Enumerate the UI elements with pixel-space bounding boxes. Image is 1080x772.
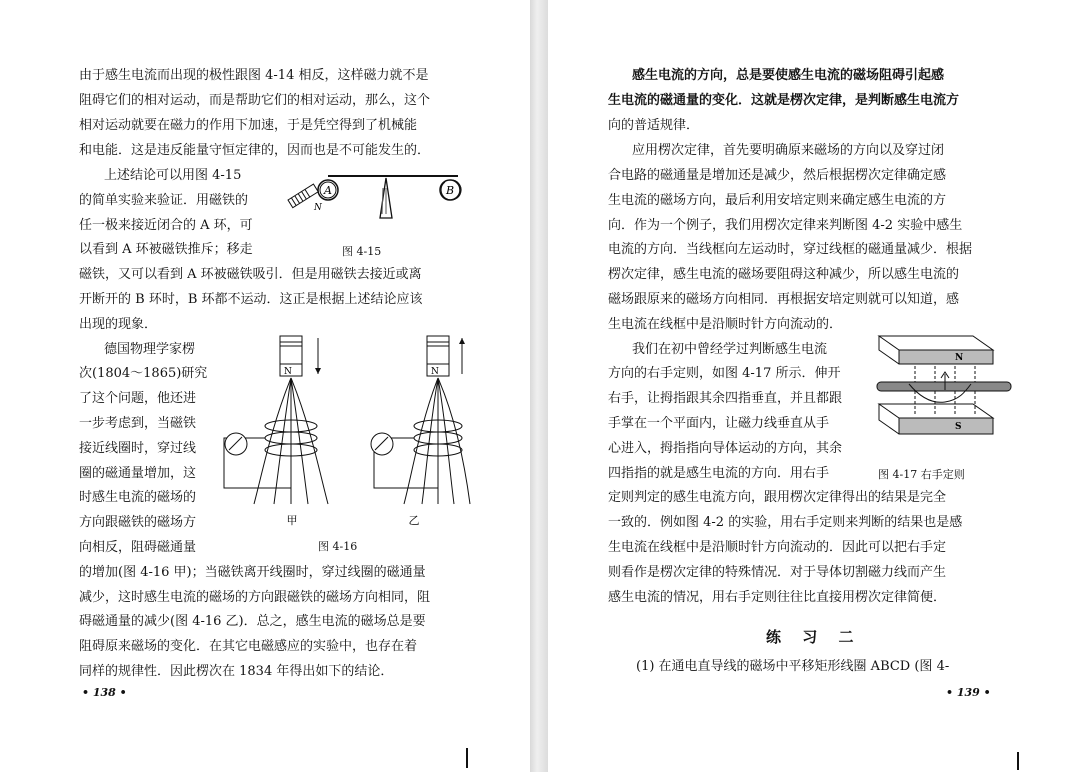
text-line: 生电流在线框中是沿顺时针方向流动的．因此可以把右手定: [608, 540, 947, 555]
text-line: 以看到 A 环被磁铁推斥；移走: [79, 242, 253, 257]
text-line: 了这个问题，他还进: [79, 391, 197, 406]
text-line: 的简单实验来验证．用磁铁的: [79, 193, 249, 208]
page-number: • 138 •: [82, 686, 127, 699]
text-line: 方向跟磁铁的磁场方: [79, 515, 197, 530]
text-line: 任一极来接近闭合的 A 环，可: [79, 218, 253, 233]
text-line: 楞次定律，感生电流的磁场要阻碍这种减少，所以感生电流的: [608, 267, 960, 282]
text-line: 的增加(图 4-16 甲)；当磁铁离开线圈时，穿过线圈的磁通量: [79, 565, 426, 580]
label-yi: 乙: [408, 514, 420, 527]
figure-4-15: [282, 166, 472, 246]
label-n: N: [314, 203, 322, 213]
text-line: 一步考虑到，当磁铁: [79, 416, 197, 431]
exercise-line: (1) 在通电直导线的磁场中平移矩形线圈 ABCD (图 4-: [636, 659, 950, 674]
text-cursor: [1017, 752, 1019, 770]
text-line: 接近线圈时，穿过线: [79, 441, 197, 456]
figure-4-16-yi: [371, 336, 470, 527]
text-line: 定则判定的感生电流方向，跟用楞次定律得出的结果是完全: [608, 490, 947, 505]
text-line: 一致的．例如图 4-2 的实验，用右手定则来判断的结果也是感: [608, 515, 963, 530]
page-number: • 139 •: [946, 686, 991, 699]
text-line: 合电路的磁通量是增加还是减少，然后根据楞次定律确定感: [608, 168, 947, 183]
text-line: 减少，这时感生电流的磁场的方向跟磁铁的磁场方向相同，阻: [79, 590, 431, 605]
page-gutter: [530, 0, 548, 772]
text-cursor: [466, 748, 468, 768]
text-line: 磁铁，又可以看到 A 环被磁铁吸引．但是用磁铁去接近或离: [79, 267, 422, 282]
figure-caption: 图 4-15: [342, 245, 382, 258]
text-line: 生电流的磁场方向，最后利用安培定则来确定感生电流的方: [608, 193, 947, 208]
text-line: 向．作为一个例子，我们用楞次定律来判断图 4-2 实验中感生: [608, 218, 963, 233]
label-s: S: [955, 422, 962, 432]
text-line: 四指指的就是感生电流的方向．用右手: [608, 466, 830, 481]
text-line: 碍磁通量的减少(图 4-16 乙)．总之，感生电流的磁场总是要: [79, 614, 426, 629]
text-line: 上述结论可以用图 4-15: [104, 168, 242, 183]
text-line: 方向的右手定则，如图 4-17 所示．伸开: [608, 366, 841, 381]
text-line-bold: 感生电流的方向，总是要使感生电流的磁场阻碍引起感: [632, 68, 945, 83]
section-title: 练 习 二: [766, 628, 862, 646]
text-line: 出现的现象．: [79, 317, 158, 332]
label-n: N: [955, 353, 964, 363]
text-line: 开断开的 B 环时，B 环都不运动．这正是根据上述结论应该: [79, 292, 423, 307]
page-139: [548, 0, 1080, 772]
figure-caption: 图 4-17 右手定则: [878, 468, 965, 481]
text-line: 磁场跟原来的磁场方向相同．再根据安培定则就可以知道，感: [608, 292, 960, 307]
text-line: 向的普适规律．: [608, 118, 700, 133]
text-line: 向相反，阻碍磁通量: [79, 540, 197, 555]
text-line: 次(1804～1865)研究: [79, 366, 208, 381]
text-line: 心进入，拇指指向导体运动的方向，其余: [608, 441, 843, 456]
text-line: 右手，让拇指跟其余四指垂直，并且都跟: [608, 391, 843, 406]
figure-4-16: [222, 334, 472, 534]
text-line: 生电流在线框中是沿顺时针方向流动的．: [608, 317, 843, 332]
figure-caption: 图 4-16: [318, 540, 358, 553]
label-b: B: [445, 184, 455, 197]
text-line-bold: 生电流的磁通量的变化．这就是楞次定律，是判断感生电流方: [608, 93, 960, 108]
text-line: 圈的磁通量增加，这: [79, 466, 197, 481]
text-line: 和电能．这是违反能量守恒定律的，因而也是不可能发生的．: [79, 143, 431, 158]
text-line: 我们在初中曾经学过判断感生电流: [632, 342, 828, 357]
text-line: 阻碍它们的相对运动，而是帮助它们的相对运动，那么，这个: [79, 93, 431, 108]
text-line: 则看作是楞次定律的特殊情况．对于导体切割磁力线而产生: [608, 565, 947, 580]
text-line: 相对运动就要在磁力的作用下加速，于是凭空得到了机械能: [79, 118, 418, 133]
text-line: 阻碍原来磁场的变化．在其它电磁感应的实验中，也存在着: [79, 639, 418, 654]
label-n-yi: N: [431, 367, 439, 377]
text-line: 德国物理学家楞: [104, 342, 196, 357]
text-line: 由于感生电流而出现的极性跟图 4-14 相反，这样磁力就不是: [79, 68, 429, 83]
page-138: [0, 0, 530, 772]
text-line: 应用楞次定律，首先要明确原来磁场的方向以及穿过闭: [632, 143, 945, 158]
label-a: A: [324, 184, 332, 197]
label-jia: 甲: [286, 514, 298, 527]
text-line: 手掌在一个平面内，让磁力线垂直从手: [608, 416, 830, 431]
figure-4-16-jia: [224, 336, 328, 527]
figure-4-17: [875, 330, 1015, 458]
text-line: 感生电流的情况，用右手定则往往比直接用楞次定律简便．: [608, 590, 947, 605]
text-line: 同样的规律性．因此楞次在 1834 年得出如下的结论．: [79, 664, 394, 679]
label-n-jia: N: [284, 367, 292, 377]
text-line: 电流的方向．当线框向左运动时，穿过线框的磁通量减少．根据: [608, 242, 973, 257]
text-line: 时感生电流的磁场的: [79, 490, 197, 505]
